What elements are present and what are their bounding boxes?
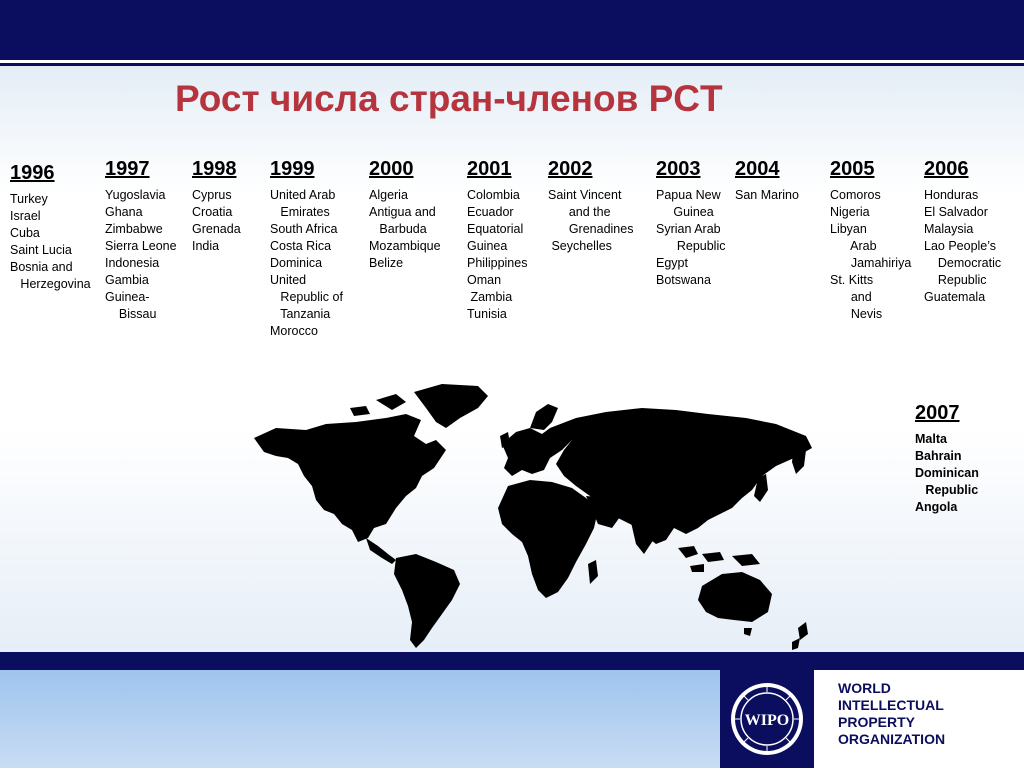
org-name-line-3: PROPERTY (838, 714, 916, 730)
country-list: San Marino (735, 188, 799, 202)
north-america-shape (254, 414, 446, 542)
wipo-logo-text: WIPO (744, 712, 790, 729)
year-heading: 2004 (735, 158, 780, 180)
arctic-island-shape (376, 394, 406, 410)
south-america-shape (394, 554, 460, 648)
madagascar-shape (588, 560, 598, 584)
year-column-2006 (924, 158, 1001, 306)
year-heading: 1999 (270, 158, 315, 180)
slide-title: Рост числа стран-членов PCT (175, 78, 723, 119)
year-heading: 2006 (924, 158, 969, 180)
top-header-band (0, 0, 1024, 60)
scandinavia-shape (530, 404, 558, 430)
tasmania-shape (744, 628, 752, 636)
bottom-band (0, 652, 1024, 670)
org-name-line-2: INTELLECTUAL (838, 697, 944, 713)
year-column-2002 (548, 158, 633, 255)
country-list: Comoros Nigeria Libyan Arab Jamahiriya St. Kitts and Nevis (830, 188, 912, 321)
year-column-1996 (10, 162, 91, 293)
year-heading: 2003 (656, 158, 701, 180)
central-america-shape (366, 538, 396, 564)
indonesia-shape (690, 564, 704, 572)
new-guinea-shape (732, 554, 760, 566)
org-name-line-1: WORLD (838, 680, 891, 696)
footer-background (0, 670, 720, 768)
africa-shape (498, 480, 598, 598)
year-heading: 2001 (467, 158, 512, 180)
country-list: Algeria Antigua and Barbuda Mozambique Belize (369, 188, 441, 270)
year-column-2001 (467, 158, 527, 323)
greenland-shape (414, 384, 488, 428)
year-heading: 2000 (369, 158, 414, 180)
year-column-1997 (105, 158, 177, 323)
year-column-2003 (656, 158, 725, 289)
year-column-2007 (915, 402, 979, 516)
country-list: Cyprus Croatia Grenada India (192, 188, 241, 253)
australia-shape (698, 572, 772, 622)
arctic-island-shape (350, 406, 370, 416)
country-list: Saint Vincent and the Grenadines Seychelles (548, 188, 634, 253)
country-list: Honduras El Salvador Malaysia Lao People’s Democratic Republic Guatemala (924, 188, 1002, 304)
year-column-1998 (192, 158, 241, 255)
year-column-2004 (735, 158, 799, 204)
country-list: Yugoslavia Ghana Zimbabwe Sierra Leone Indonesia Gambia Guinea- Bissau (105, 188, 177, 321)
year-column-2005 (830, 158, 911, 323)
country-list: Colombia Ecuador Equatorial Guinea Philippines Oman Zambia Tunisia (467, 188, 528, 321)
year-heading: 1998 (192, 158, 237, 180)
wipo-logo-box (720, 670, 814, 768)
new-zealand-shape (792, 638, 800, 650)
indonesia-shape (678, 546, 698, 558)
year-heading: 2007 (915, 402, 960, 424)
indonesia-shape (702, 552, 724, 562)
org-name-line-4: ORGANIZATION (838, 731, 946, 747)
country-list: United Arab Emirates South Africa Costa Rica Dominica United Republic of Tanzania Morocco (270, 188, 343, 338)
country-list: Papua New Guinea Syrian Arab Republic Egypt Botswana (656, 188, 726, 287)
year-heading: 2005 (830, 158, 875, 180)
wipo-emblem-icon (720, 670, 814, 768)
new-zealand-shape (798, 622, 808, 640)
world-map-image (246, 378, 826, 652)
country-list: Malta Bahrain Dominican Republic Angola (915, 432, 979, 514)
year-heading: 1997 (105, 158, 150, 180)
year-heading: 1996 (10, 162, 55, 184)
year-column-1999 (270, 158, 343, 340)
year-heading: 2002 (548, 158, 593, 180)
year-column-2000 (369, 158, 441, 272)
organization-name-box (814, 670, 1024, 768)
country-list: Turkey Israel Cuba Saint Lucia Bosnia and Herzegovina (10, 192, 91, 291)
